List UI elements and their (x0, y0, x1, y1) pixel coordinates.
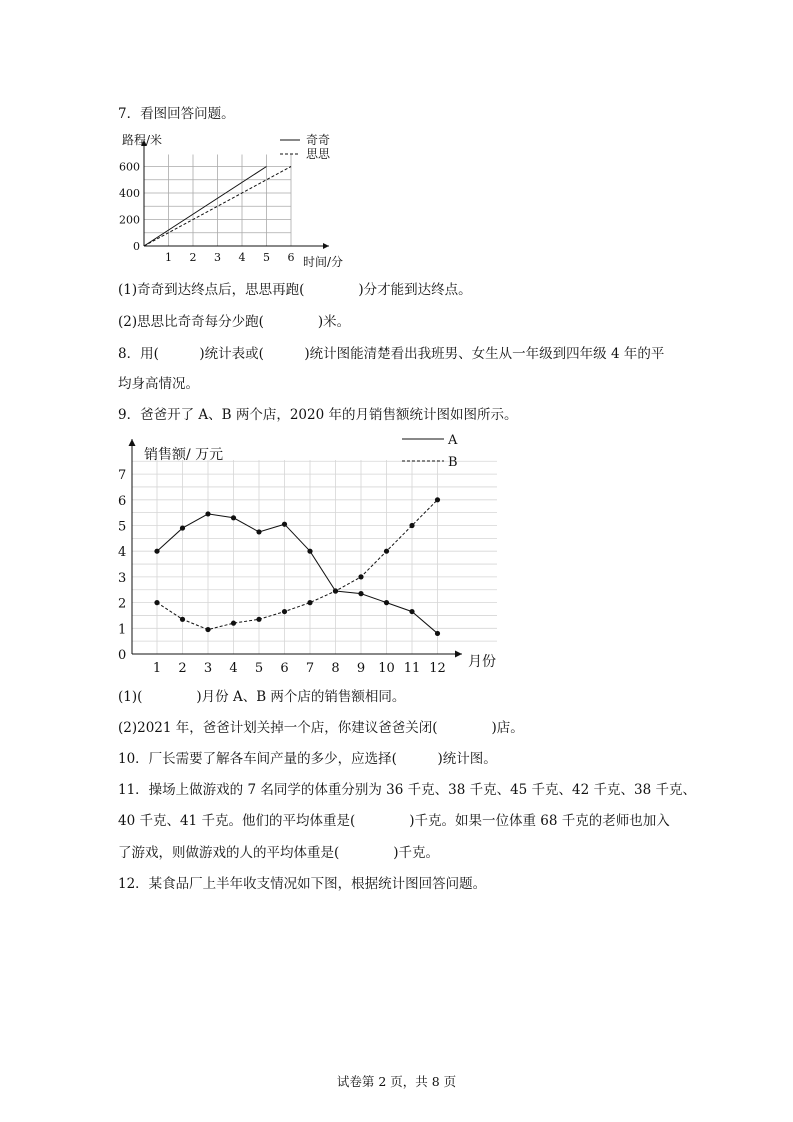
data-point-B (180, 617, 185, 622)
data-point-B (154, 600, 159, 605)
x-axis-label: 时间/分 (303, 255, 344, 269)
x-tick-label: 4 (229, 661, 238, 675)
y-tick-label: 3 (118, 570, 127, 586)
x-tick-label: 5 (263, 251, 270, 264)
data-point-A (231, 515, 236, 520)
x-tick-label: 3 (214, 251, 221, 264)
legend-label-B: B (448, 455, 458, 470)
data-point-B (307, 600, 312, 605)
legend-label-A: A (448, 433, 458, 448)
x-tick-label: 9 (356, 661, 366, 675)
data-point-A (256, 529, 261, 534)
legend-label-1: 奇奇 (306, 133, 331, 147)
data-point-A (154, 549, 159, 554)
y-tick-label: 1 (118, 622, 127, 638)
x-tick-label: 12 (429, 661, 446, 675)
x-tick-label: 2 (189, 251, 197, 264)
x-axis-arrow (323, 243, 329, 249)
q7-title: 7．看图回答问题。 (118, 106, 235, 122)
data-point-A (282, 522, 287, 527)
chart-distance-time (110, 128, 370, 270)
q11-line-3: 了游戏，则做游戏的人的平均体重是( )千克。 (118, 845, 440, 861)
data-point-B (409, 523, 414, 528)
x-tick-label: 3 (203, 661, 213, 675)
x-tick-label: 2 (178, 661, 187, 675)
legend-label-2: 思思 (306, 147, 331, 161)
data-point-A (384, 600, 389, 605)
y-tick-label: 400 (119, 187, 140, 200)
data-point-B (333, 588, 338, 593)
x-tick-label: 5 (254, 661, 264, 675)
data-point-B (231, 621, 236, 626)
q11-line-2: 40 千克、41 千克。他们的平均体重是( )千克。如果一位体重 68 千克的老师也加入 (118, 813, 670, 829)
data-point-B (205, 627, 210, 632)
x-tick-label: 6 (280, 661, 289, 675)
x-tick-label: 4 (238, 251, 246, 264)
q9-question-1: (1)( )月份 A、B 两个店的销售额相同。 (118, 689, 406, 705)
x-tick-label: 1 (152, 661, 162, 675)
x-tick-label: 8 (331, 661, 340, 675)
data-point-B (358, 574, 363, 579)
data-point-B (282, 609, 287, 614)
y-tick-label: 0 (118, 648, 127, 663)
q7-question-1: (1)奇奇到达终点后，思思再跑( )分才能到达终点。 (118, 282, 472, 298)
x-tick-label: 7 (305, 661, 315, 675)
y-tick-label: 600 (119, 160, 140, 174)
x-tick-label: 10 (378, 661, 395, 675)
data-point-A (205, 511, 210, 516)
chart-monthly-sales (110, 425, 510, 675)
q7-question-2: (2)思思比奇奇每分少跑( )米。 (118, 314, 351, 330)
data-point-A (409, 609, 414, 614)
y-axis-label: 路程/米 (122, 133, 163, 147)
q9-title: 9．爸爸开了 A、B 两个店，2020 年的月销售额统计图如图所示。 (118, 407, 518, 423)
y-tick-label: 5 (118, 519, 127, 535)
y-tick-label: 200 (119, 213, 140, 227)
q10-text: 10．厂长需要了解各车间产量的多少，应选择( )统计图。 (118, 751, 497, 767)
x-tick-label: 11 (403, 661, 421, 675)
data-point-A (358, 591, 363, 596)
x-tick-label: 1 (165, 251, 172, 264)
y-tick-label: 4 (118, 545, 127, 561)
q9-question-2: (2)2021 年，爸爸计划关掉一个店，你建议爸爸关闭( )店。 (118, 720, 524, 736)
q11-line-1: 11．操场上做游戏的 7 名同学的体重分别为 36 千克、38 千克、45 千克、42 千克、38 千克、 (118, 782, 696, 798)
data-point-B (256, 617, 261, 622)
data-point-B (435, 497, 440, 502)
x-axis-arrow (455, 651, 462, 658)
y-axis-arrow (129, 439, 136, 446)
q12-text: 12．某食品厂上半年收支情况如下图，根据统计图回答问题。 (118, 876, 487, 892)
y-tick-label: 0 (133, 240, 140, 253)
x-tick-label: 6 (287, 251, 295, 264)
page-footer: 试卷第 2 页，共 8 页 (336, 1074, 457, 1089)
data-point-A (307, 549, 312, 554)
x-axis-label: 月份 (468, 654, 496, 670)
y-axis-label: 销售额/ 万元 (144, 447, 224, 463)
y-tick-label: 6 (118, 493, 127, 509)
y-tick-label: 7 (118, 468, 127, 484)
q8-line-2: 均身高情况。 (118, 376, 199, 392)
q8-line-1: 8．用( )统计表或( )统计图能清楚看出我班男、女生从一年级到四年级 4 年的平 (118, 346, 665, 362)
data-point-A (180, 525, 185, 530)
y-tick-label: 2 (118, 596, 127, 612)
data-point-A (435, 631, 440, 636)
data-point-B (384, 549, 389, 554)
